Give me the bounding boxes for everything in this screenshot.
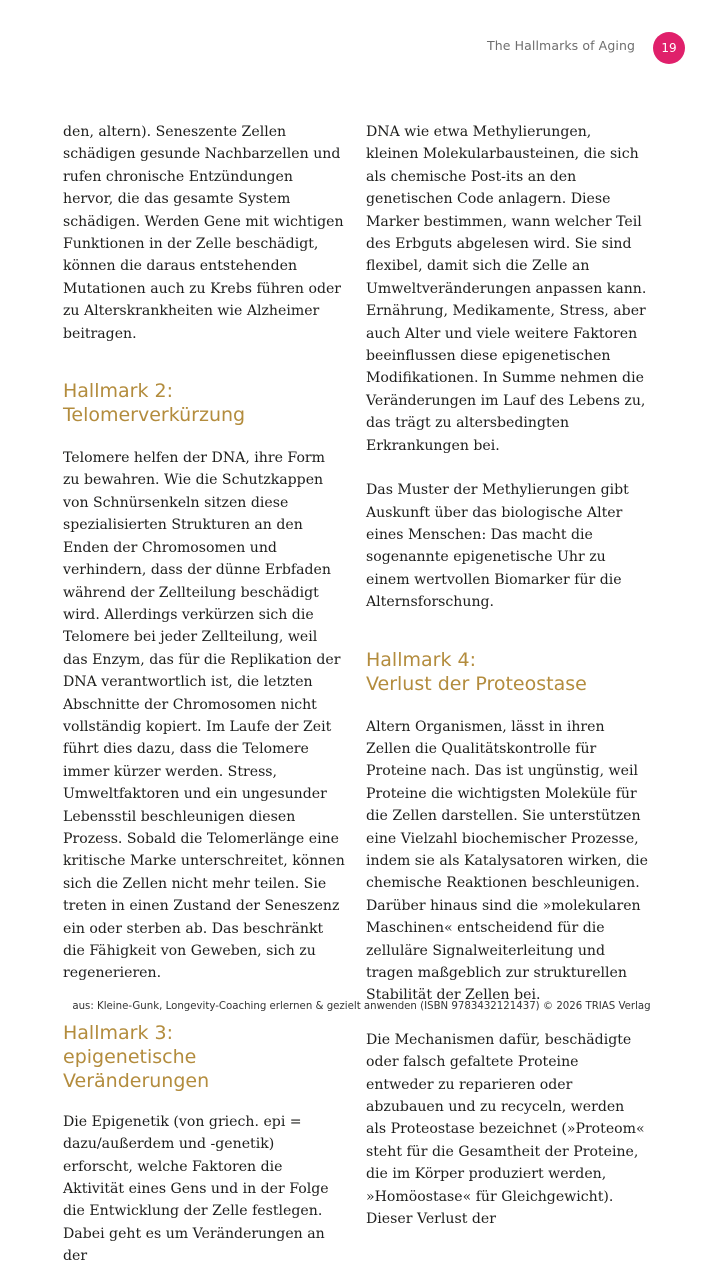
heading-line: epigenetische Veränderungen [63,1045,210,1092]
section-heading-hallmark-3 [63,1021,345,1093]
paragraph: Die Mechanismen dafür, beschädigte oder falsch gefaltete Proteine entweder zu reparieren oder abzubauen und zu recyceln, werden als Proteostase bezeichnet (»Proteom« steht für die Gesamtheit der Proteine, die im Körper produziert werden, »Homöostase« für Gleichgewicht). Dieser Verlust der [366,1031,645,1228]
heading-line: Telomerverkürzung [63,404,246,427]
heading-line: Verlust der Proteostase [366,672,587,695]
right-column [366,121,648,1230]
paragraph: Altern Organismen, lässt in ihren Zellen die Qualitätskontrolle für Proteine nach. Das ist ungünstig, weil Proteine die wichtigsten Moleküle für die Zellen darstellen. Sie unterstützen eine Vielzahl biochemischer Prozesse, indem sie als Katalysatoren wirken, die chemische Reaktionen beschleunigen. Darüber hinaus sind die »molekularen Maschinen« entscheidend für die zelluläre Signalweiterleitung und tragen maßgeblich zur strukturellen Stabilität der Zellen bei. [366,718,648,1004]
page-number-badge: 19 [653,32,685,64]
paragraph: Telomere helfen der DNA, ihre Form zu bewahren. Wie die Schutzkappen von Schnürsenkeln sitzen diese spezialisierten Strukturen an den Enden der Chromosomen und verhindern, dass der dünne Erbfaden während der Zellteilung beschädigt wird. Allerdings verkürzen sich die Telomere bei jeder Zellteilung, weil das Enzym, das für die Replikation der DNA verantwortlich ist, die letzten Abschnitte der Chromosomen nicht vollständig kopiert. Im Laufe der Zeit führt dies dazu, dass die Telomere immer kürzer werden. Stress, Umweltfaktoren und ein ungesunder Lebensstil beschleunigen diesen Prozess. Sobald die Telomerlänge eine kritische Marke unterschreitet, können sich die Zellen nicht mehr teilen. Sie treten in einen Zustand der Seneszenz ein oder sterben ab. Das beschränkt die Fähigkeit von Geweben, sich zu regenerieren. [63,450,345,982]
running-title: The Hallmarks of Aging [487,38,635,53]
section-heading-hallmark-4 [366,648,648,696]
paragraph: DNA wie etwa Methylierungen, kleinen Molekularbausteinen, die sich als chemische Post-its an den genetischen Code anlagern. Diese Marker bestimmen, wann welcher Teil des Erbguts abgelesen wird. Sie sind flexibel, damit sich die Zelle an Umweltveränderungen anpassen kann. Ernährung, Medikamente, Stress, aber auch Alter und viele weitere Faktoren beeinflussen diese epigenetischen Modifikationen. In Summe nehmen die Veränderungen im Lauf des Lebens zu, das trägt zu altersbedingten Erkrankungen bei. [366,124,647,454]
heading-line: Hallmark 2: [63,380,173,403]
heading-line: Hallmark 4: [366,648,476,671]
section-heading-hallmark-2 [63,379,345,427]
heading-line: Hallmark 3: [63,1021,173,1044]
left-column [63,121,345,1268]
paragraph: Die Epigenetik (von griech. epi = dazu/außerdem und -genetik) erforscht, welche Faktoren die Aktivität eines Gens und in der Folge die Entwicklung der Zelle festlegen. Dabei geht es um Veränderungen an der [63,1113,329,1265]
paragraph: den, altern). Seneszente Zellen schädigen gesunde Nachbarzellen und rufen chronische Entzündungen hervor, die das gesamte System schädigen. Werden Gene mit wichtigen Funktionen in der Zelle beschädigt, können die daraus entstehenden Mutationen auch zu Krebs führen oder zu Alterskrankheiten wie Alzheimer beitragen. [63,124,344,342]
footer-citation: aus: Kleine-Gunk, Longevity-Coaching erlernen & gezielt anwenden (ISBN 9783432121437) © 2026 TRIAS Verlag [72,1001,651,1012]
paragraph: Das Muster der Methylierungen gibt Auskunft über das biologische Alter eines Menschen: Das macht die sogenannte epigenetische Uhr zu einem wertvollen Biomarker für die Alternsforschung. [366,482,629,611]
